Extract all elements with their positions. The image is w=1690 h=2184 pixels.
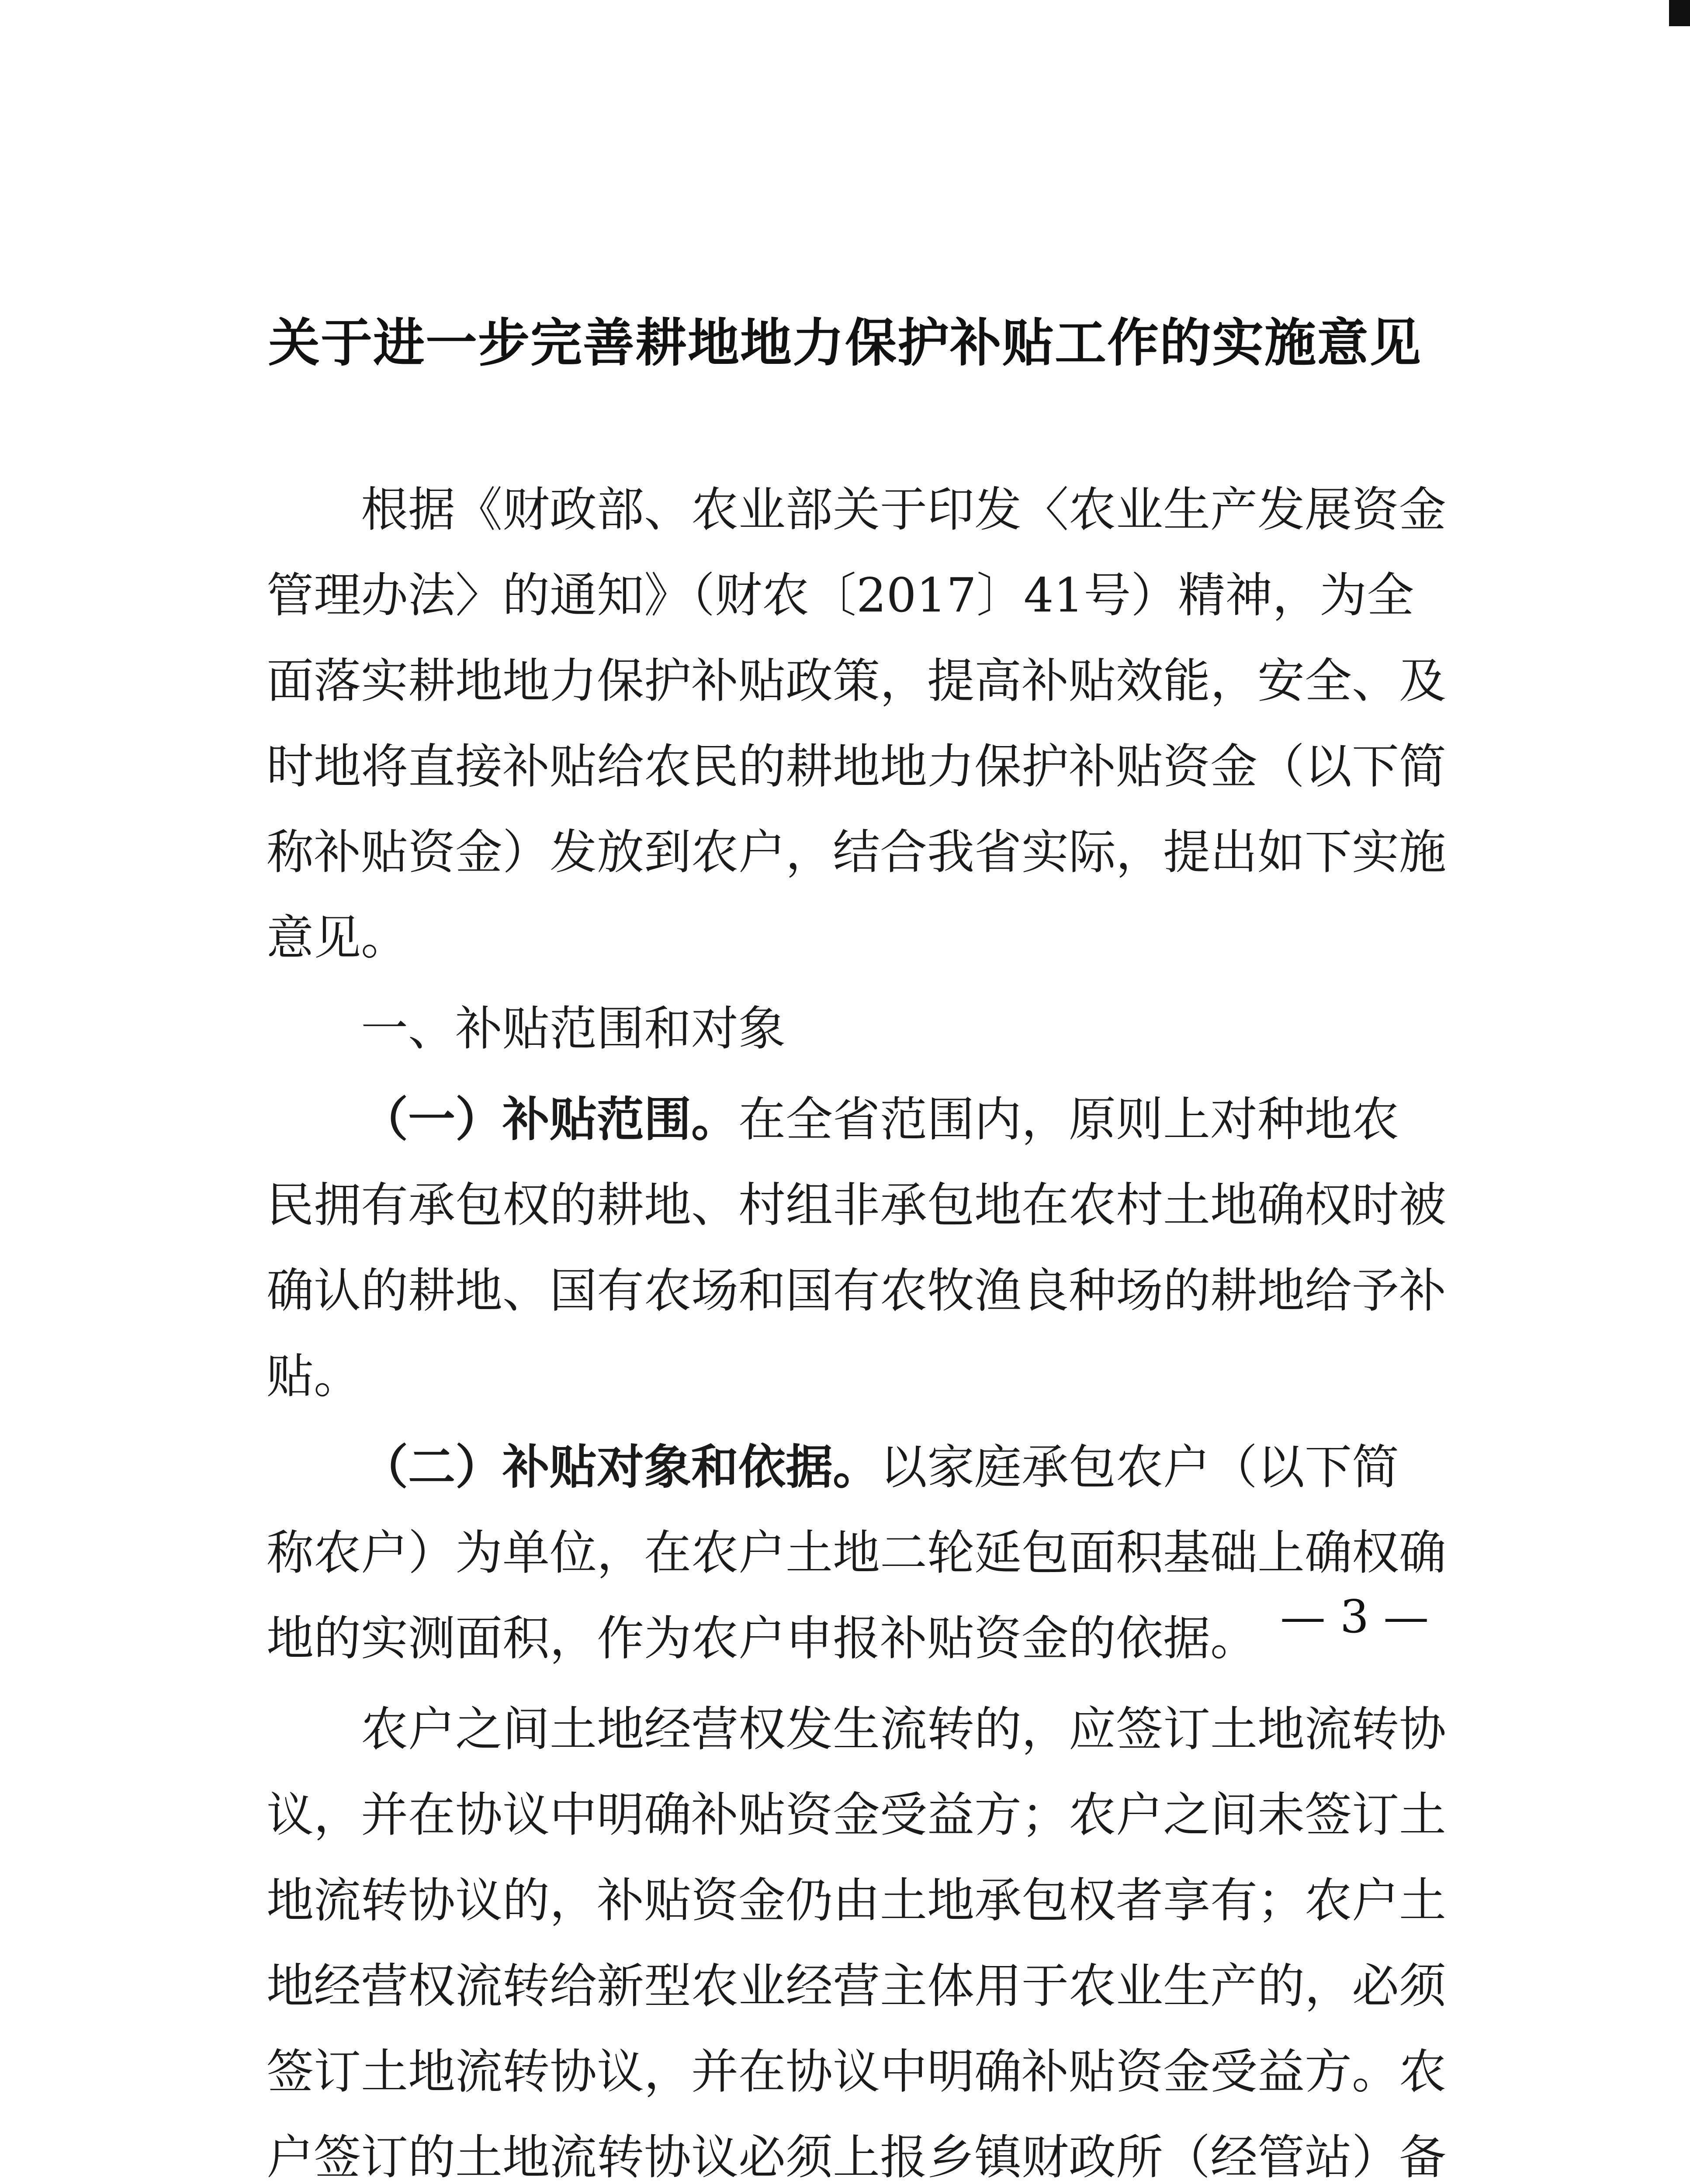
document-title: 关于进一步完善耕地地力保护补贴工作的实施意见: [268, 313, 1422, 373]
scan-edge-shadow: [1669, 0, 1690, 26]
paragraph-lead: （一）补贴范围。: [361, 1092, 739, 1147]
paragraph-scope: [267, 1077, 1446, 1420]
document-body: [267, 467, 1446, 2184]
paragraph-transfer: 农户之间土地经营权发生流转的，应签订土地流转协议，并在协议中明确补贴资金受益方；农户之间未签订土地流转协议的，补贴资金仍由土地承包权者享有；农户土地经营权流转给新型农业经营主体用于农业生产的，必须签订土地流转协议，并在协议中明确补贴资金受益方。农户签订的土地流转协议必须上报乡镇财政所（经管站）备: [267, 1702, 1447, 2184]
paragraph-text: 以家庭承包农户（以下简称农户）为单位，在农户土地二轮延包面积基础上确权确地的实测面积，作为农户申报补贴资金的依据。: [267, 1440, 1447, 1666]
paragraph-intro: 根据《财政部、农业部关于印发〈农业生产发展资金管理办法〉的通知》（财农〔2017〕41号）精神，为全面落实耕地地力保护补贴政策，提高补贴效能，安全、及时地将直接补贴给农民的耕地地力保护补贴资金（以下简称补贴资金）发放到农户，结合我省实际，提出如下实施意见。: [267, 483, 1447, 965]
paragraph-lead: （二）补贴对象和依据。: [361, 1440, 880, 1495]
page-number: — 3 —: [1280, 1590, 1429, 1643]
section-heading: 一、补贴范围和对象: [361, 1002, 786, 1056]
paragraph-text: 在全省范围内，原则上对种地农民拥有承包权的耕地、村组非承包地在农村土地确权时被确认的耕地、国有农场和国有农牧渔良种场的耕地给予补贴。: [267, 1092, 1447, 1404]
paragraph-target: [267, 1425, 1446, 1682]
